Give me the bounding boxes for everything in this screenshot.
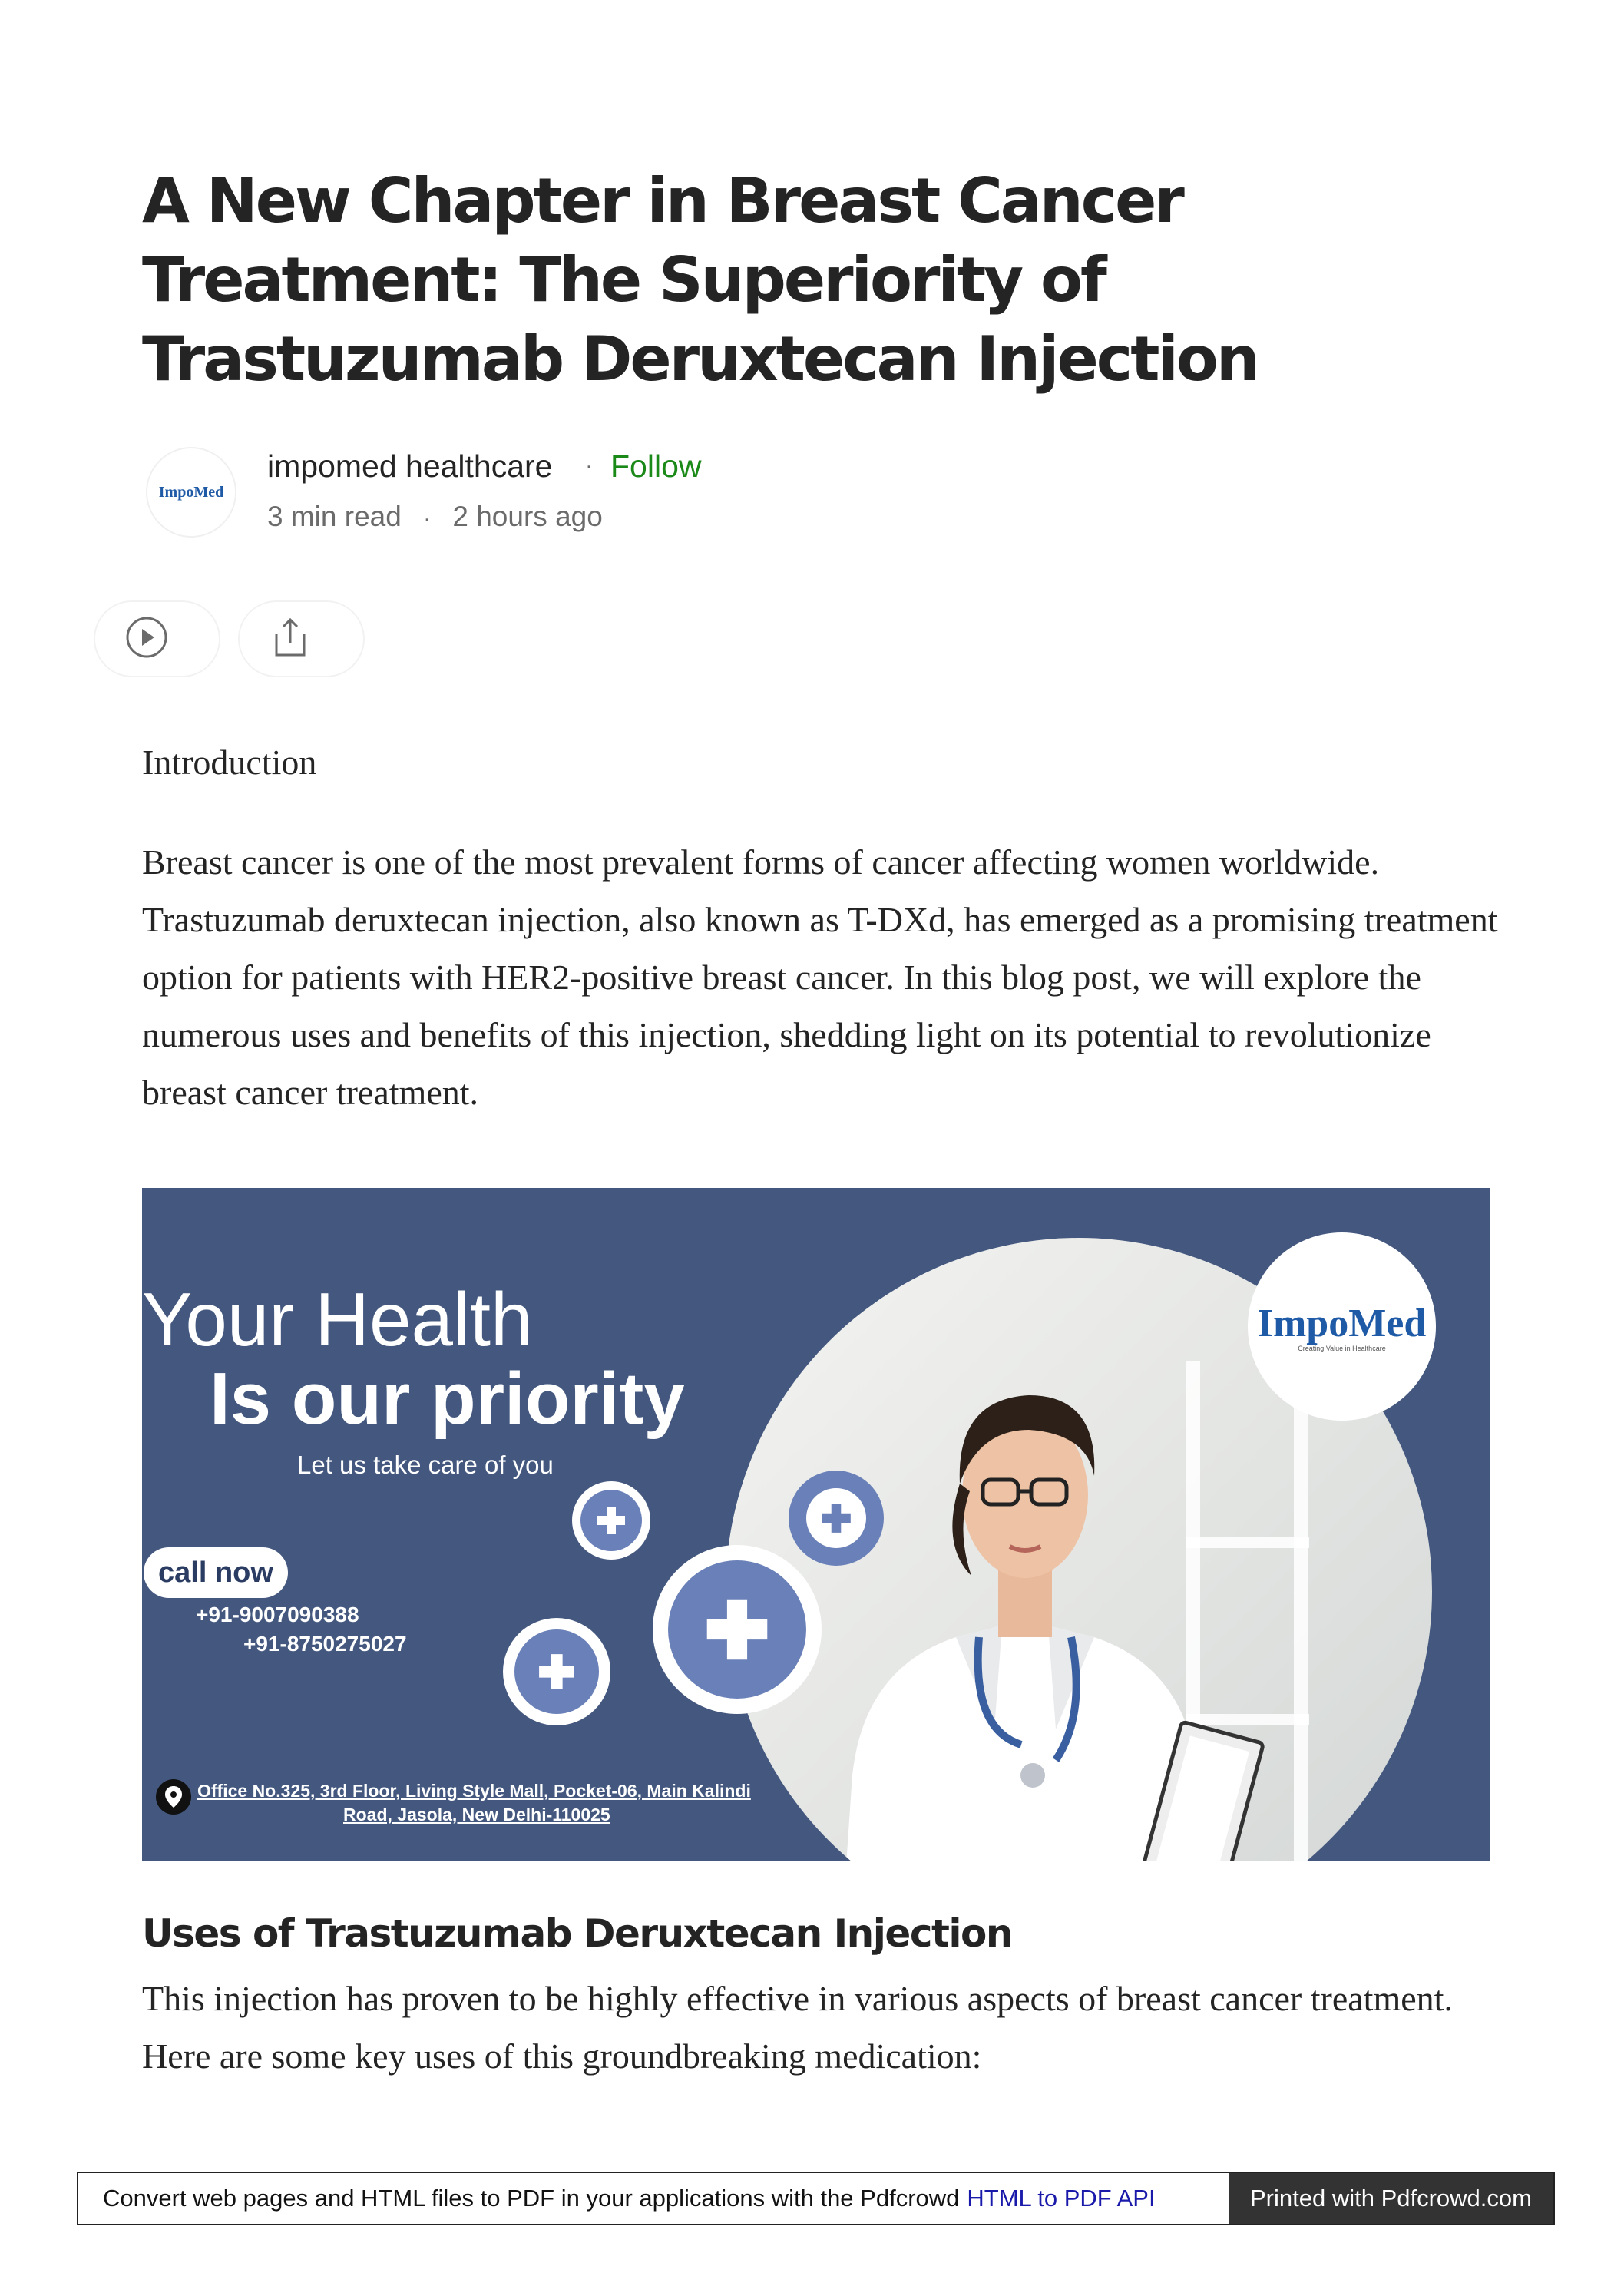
- medical-cross-icon: [503, 1618, 610, 1725]
- section-heading: Uses of Trastuzumab Deruxtecan Injection: [142, 1911, 1012, 1956]
- footer-left-text: Convert web pages and HTML files to PDF in your applications with the Pdfcrowd: [103, 2185, 960, 2212]
- location-pin-icon: [156, 1779, 191, 1815]
- author-avatar[interactable]: [146, 447, 236, 538]
- article-meta: [267, 501, 603, 533]
- phone-number-1: +91-9007090388: [196, 1603, 359, 1626]
- play-circle-icon: [124, 615, 169, 663]
- pdfcrowd-footer: [77, 2172, 1555, 2225]
- intro-paragraph: Breast cancer is one of the most prevalent forms of cancer affecting women worldwide. Trastuzumab deruxtecan injection, also known as T-DXd, has emerged as a promising treatment option for patients with HER2-positive breast cancer. In this blog post, we will explore the numerous uses and benefits of this injection, shedding light on its potential to revolutionize breast cancer treatment.: [142, 842, 1498, 1112]
- share-button[interactable]: [238, 600, 365, 677]
- share-icon: [269, 615, 312, 663]
- avatar-logo-text: ImpoMed: [158, 483, 224, 501]
- separator-dot: ·: [585, 453, 593, 478]
- medical-cross-icon: [653, 1545, 822, 1714]
- medical-cross-icon: [789, 1471, 884, 1566]
- logo-tagline: Creating Value in Healthcare: [1298, 1345, 1386, 1352]
- author-name[interactable]: impomed healthcare: [267, 448, 553, 484]
- printed-with-badge[interactable]: Printed with Pdfcrowd.com: [1229, 2173, 1553, 2224]
- banner-headline-2: Is our priority: [210, 1358, 685, 1440]
- intro-heading: Introduction: [142, 743, 317, 782]
- banner-subheadline: Let us take care of you: [297, 1451, 554, 1479]
- section-paragraph: This injection has proven to be highly effective in various aspects of breast cancer treatment. Here are some key uses of this groundbreaking medication:: [142, 1979, 1453, 2076]
- logo-text: ImpoMed: [1257, 1302, 1427, 1345]
- phone-number-2: +91-8750275027: [243, 1632, 407, 1656]
- separator-dot: ·: [423, 506, 432, 531]
- address-line-1: Office No.325, 3rd Floor, Living Style Mall, Pocket-06, Main Kalindi: [197, 1781, 751, 1801]
- html-to-pdf-link[interactable]: HTML to PDF API: [967, 2185, 1156, 2212]
- promo-banner-image: [142, 1188, 1490, 1861]
- call-now-badge: call now: [144, 1547, 288, 1598]
- author-row: [146, 447, 1067, 539]
- posted-time: 2 hours ago: [452, 501, 603, 532]
- follow-button[interactable]: Follow: [610, 448, 702, 484]
- read-time: 3 min read: [267, 501, 402, 532]
- footer-text: [78, 2173, 1229, 2224]
- address-line-2: Road, Jasola, New Delhi-110025: [343, 1805, 610, 1825]
- medical-cross-icon: [572, 1481, 650, 1560]
- banner-headline-1: Your Health: [142, 1277, 533, 1361]
- article-title: A New Chapter in Breast Cancer Treatment: The Superiority of Trastuzumab Deruxtecan Injection: [142, 165, 1258, 395]
- impomed-logo: [1248, 1232, 1436, 1421]
- listen-button[interactable]: [94, 600, 220, 677]
